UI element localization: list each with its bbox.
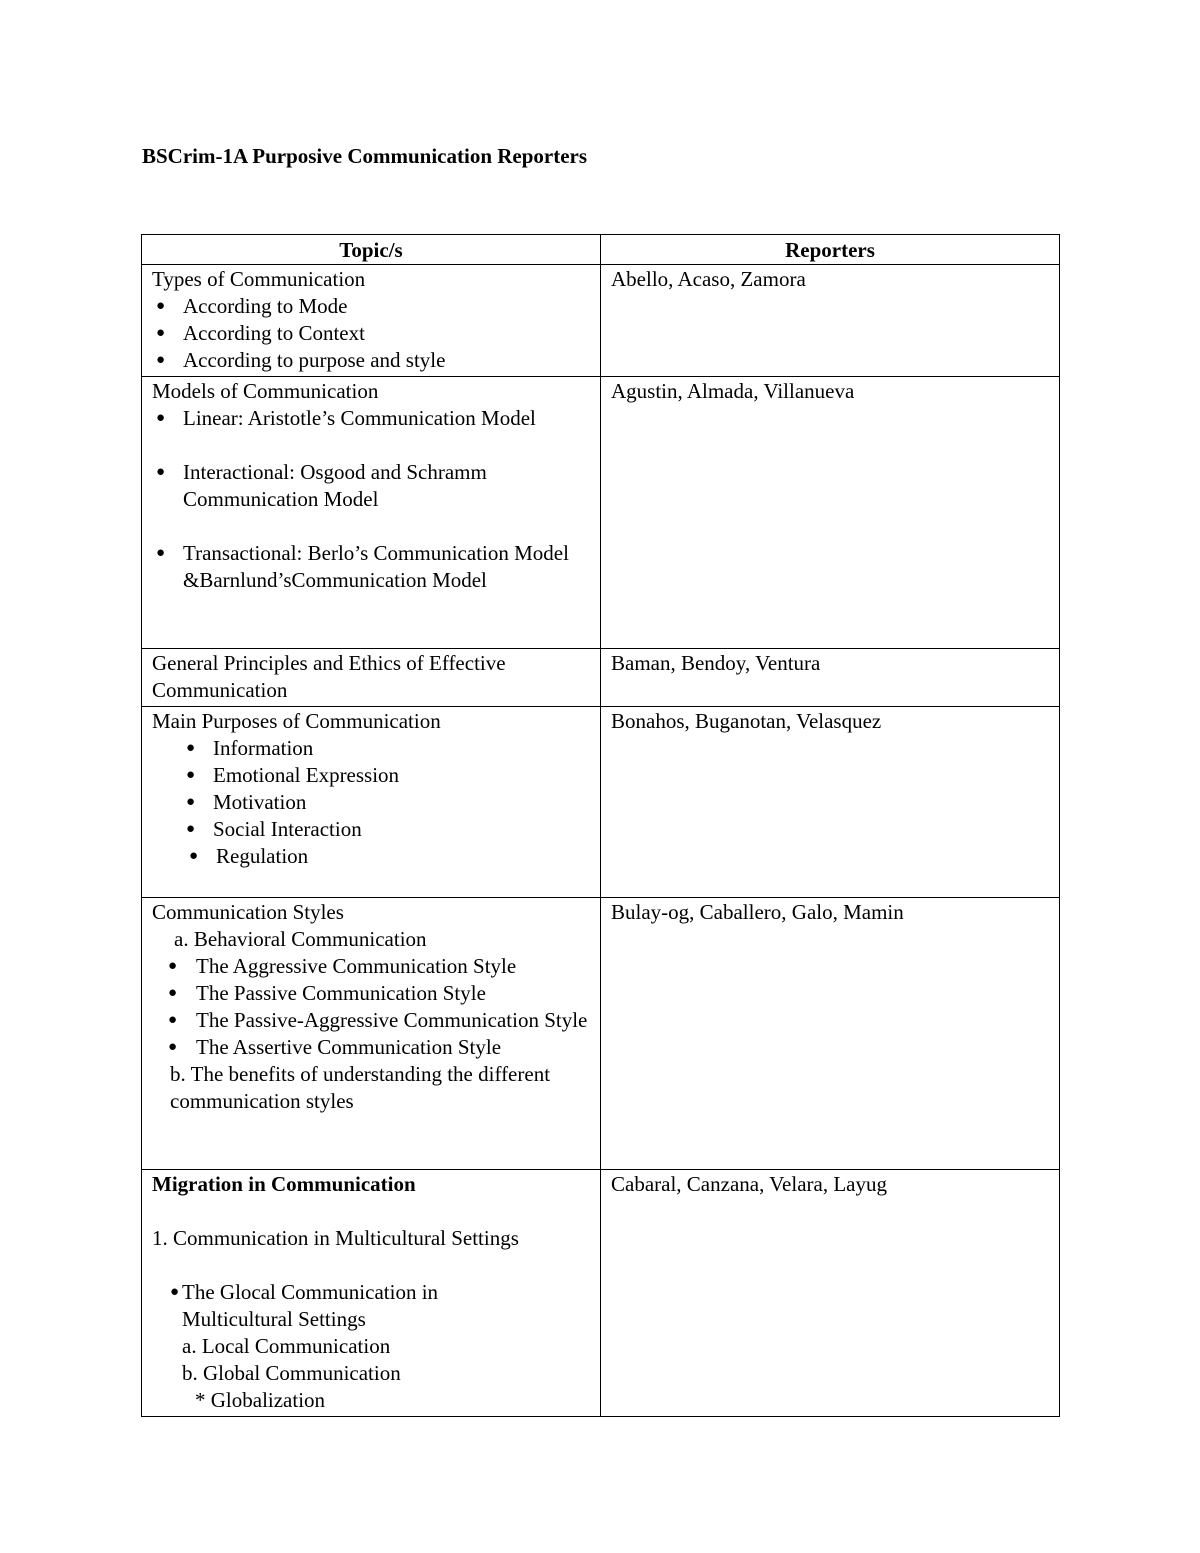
bullet-icon: ● <box>156 352 166 368</box>
bullet-icon: ● <box>168 1012 178 1028</box>
topic-cell <box>142 707 601 898</box>
reporters-cell: Bulay-og, Caballero, Galo, Mamin <box>601 898 1060 1170</box>
table-row <box>142 707 1060 898</box>
bullet-icon: ● <box>170 1284 180 1300</box>
list-item: ● Motivation <box>186 790 307 814</box>
topic-cell <box>142 898 601 1170</box>
reporters-cell: Cabaral, Canzana, Velara, Layug <box>601 1170 1060 1417</box>
header-reporters: Reporters <box>601 235 1060 265</box>
table-header-row <box>142 235 1060 265</box>
numbered-item: 1. Communication in Multicultural Settings <box>152 1226 519 1250</box>
table-row <box>142 1170 1060 1417</box>
reporters-table <box>141 234 1060 1417</box>
table-row <box>142 377 1060 649</box>
list-item: ● Emotional Expression <box>186 763 400 787</box>
reporters-cell: Bonahos, Buganotan, Velasquez <box>601 707 1060 898</box>
header-topics: Topic/s <box>142 235 601 265</box>
bullet-icon: ● <box>186 767 196 783</box>
table-row <box>142 898 1060 1170</box>
sub-heading: a. Behavioral Communication <box>174 927 427 951</box>
topic-title: Migration in Communication <box>152 1172 416 1196</box>
table-row <box>142 649 1060 707</box>
topic-cell: General Principles and Ethics of Effective Communication <box>142 649 601 707</box>
reporters-cell: Baman, Bendoy, Ventura <box>601 649 1060 707</box>
list-item: ● According to Mode <box>156 294 348 318</box>
list-item: ● According to purpose and style <box>156 348 446 372</box>
bullet-icon: ● <box>156 464 166 480</box>
list-item: ● Linear: Aristotle’s Communication Model <box>156 406 536 430</box>
reporters-cell: Abello, Acaso, Zamora <box>601 265 1060 377</box>
bullet-icon: ● <box>168 985 178 1001</box>
list-item: ● Interactional: Osgood and Schramm Communication Model <box>156 460 487 511</box>
list-item: ● The Aggressive Communication Style <box>168 954 517 978</box>
bullet-icon: ● <box>168 958 178 974</box>
document-title: BSCrim-1A Purposive Communication Reporters <box>142 144 588 168</box>
list-item: ● Social Interaction <box>186 817 362 841</box>
bullet-icon: ● <box>186 740 196 756</box>
sub-item: b. Global Communication <box>182 1361 401 1385</box>
topic-title: Main Purposes of Communication <box>152 709 441 733</box>
bullet-icon: ● <box>168 1039 178 1055</box>
list-item: ● Transactional: Berlo’s Communication Model &Barnlund’sCommunication Model <box>156 541 569 592</box>
list-item: ● Information <box>186 736 314 760</box>
topic-cell <box>142 265 601 377</box>
list-item: ● The Passive Communication Style <box>168 981 486 1005</box>
table-row <box>142 265 1060 377</box>
bullet-icon: ● <box>156 325 166 341</box>
topic-title: Models of Communication <box>152 379 379 403</box>
list-item: ● The Passive-Aggressive Communication Style <box>168 1008 588 1032</box>
topic-cell <box>142 1170 601 1417</box>
topic-title: Types of Communication <box>152 267 366 291</box>
sub-item: a. Local Communication <box>182 1334 391 1358</box>
bullet-icon: ● <box>186 794 196 810</box>
sub-heading: b. The benefits of understanding the different communication styles <box>170 1062 551 1113</box>
topic-cell <box>142 377 601 649</box>
reporters-cell: Agustin, Almada, Villanueva <box>601 377 1060 649</box>
bullet-icon: ● <box>156 545 166 561</box>
list-item: ● According to Context <box>156 321 365 345</box>
bullet-icon: ● <box>156 410 166 426</box>
list-item: ● The Glocal Communication in Multicultural Settings <box>170 1280 439 1331</box>
topic-title: Communication Styles <box>152 900 344 924</box>
bullet-icon: ● <box>189 848 199 864</box>
bullet-icon: ● <box>186 821 196 837</box>
sub-item: * Globalization <box>195 1388 326 1412</box>
list-item: ● Regulation <box>189 844 309 868</box>
list-item: ● The Assertive Communication Style <box>168 1035 502 1059</box>
bullet-icon: ● <box>156 298 166 314</box>
